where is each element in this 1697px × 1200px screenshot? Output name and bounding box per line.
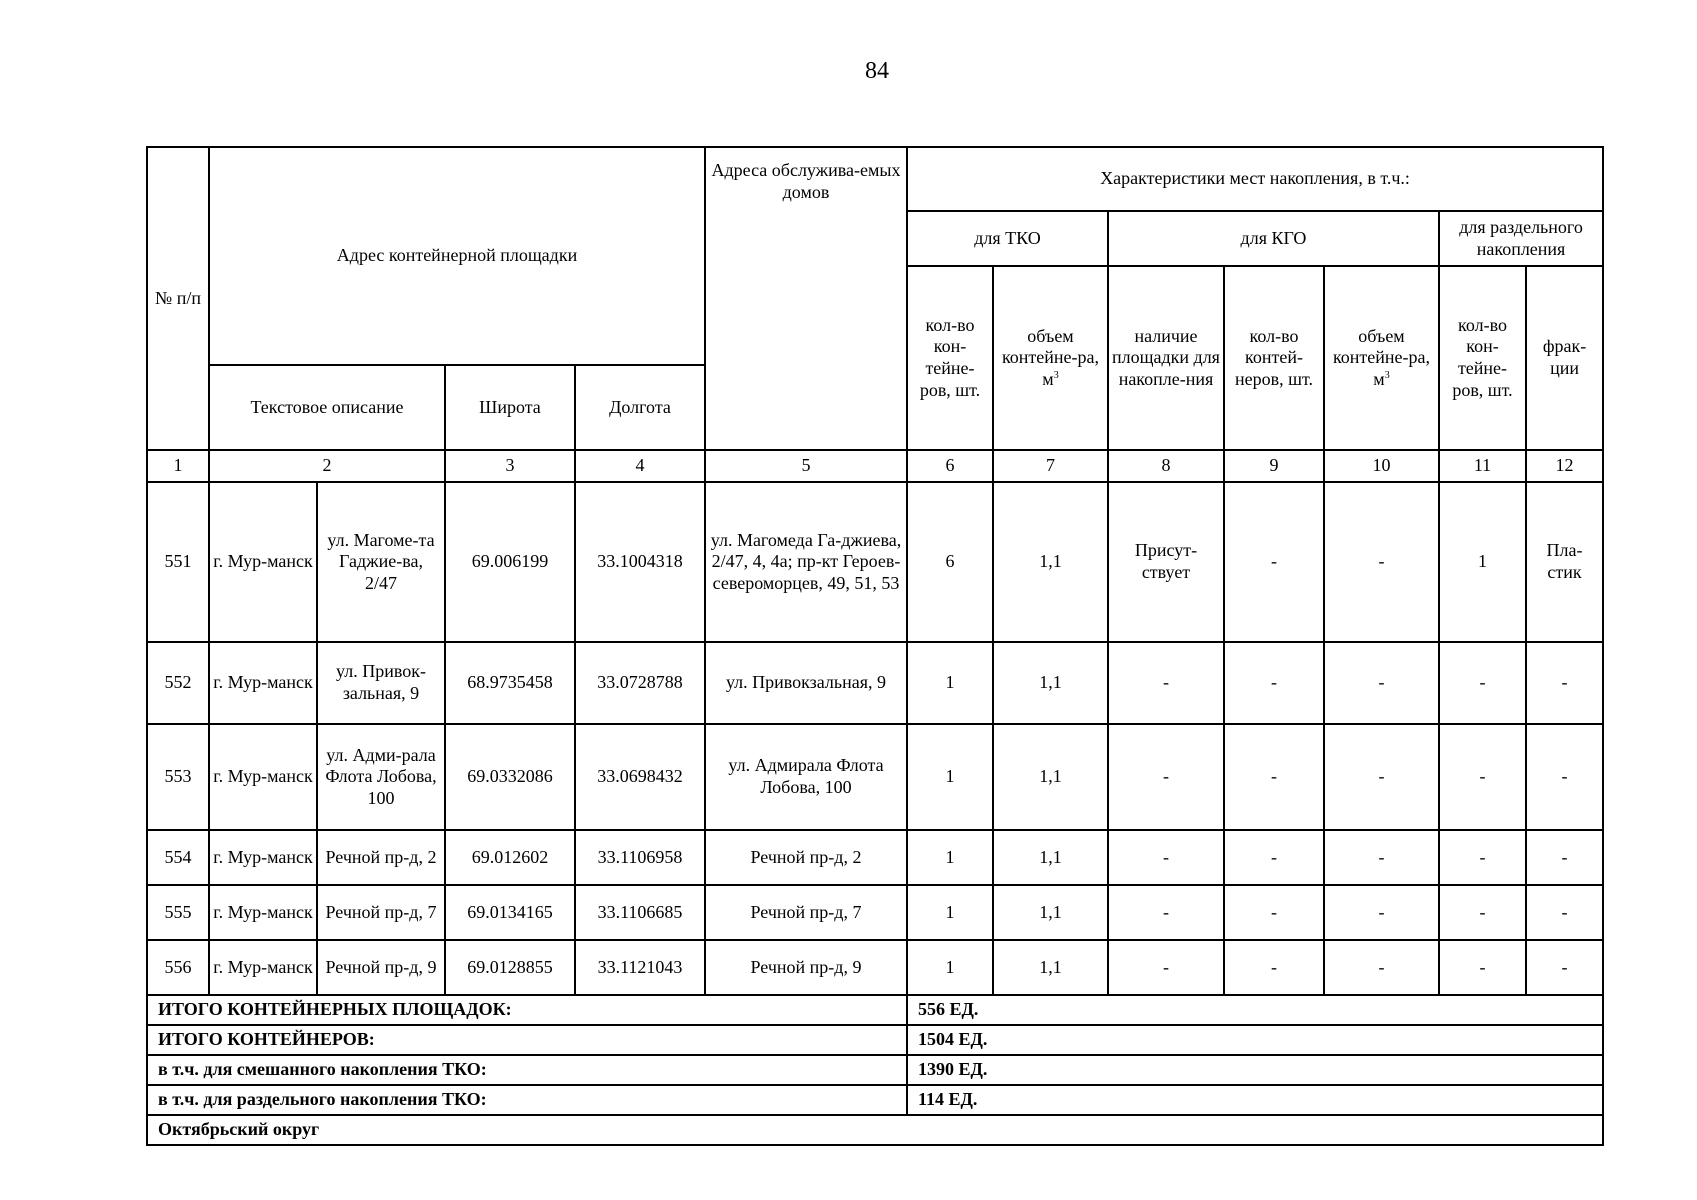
total-value: 1390 ЕД.: [907, 1055, 1603, 1085]
row-sep-count: -: [1439, 830, 1526, 885]
table-row: [147, 642, 1603, 724]
row-street: ул. Магоме-та Гаджие-ва, 2/47: [317, 482, 445, 642]
row-kgo-volume: -: [1324, 642, 1439, 724]
row-sep-fraction: -: [1526, 642, 1603, 724]
row-lat: 69.012602: [445, 830, 575, 885]
total-label: ИТОГО КОНТЕЙНЕРОВ:: [147, 1025, 907, 1055]
row-street: Речной пр-д, 9: [317, 940, 445, 995]
row-street: ул. Адми-рала Флота Лобова, 100: [317, 724, 445, 830]
row-houses: Речной пр-д, 7: [705, 885, 907, 940]
superscript-3: 3: [1384, 369, 1390, 381]
row-kgo-count: -: [1224, 885, 1324, 940]
row-street: ул. Привок-зальная, 9: [317, 642, 445, 724]
row-kgo-site: Присут-ствует: [1108, 482, 1224, 642]
header-col-num: № п/п: [147, 147, 209, 450]
header-kgo-volume: [1324, 266, 1439, 450]
totals-row: [147, 1055, 1603, 1085]
row-kgo-site: -: [1108, 940, 1224, 995]
row-kgo-volume: -: [1324, 885, 1439, 940]
row-sep-count: 1: [1439, 482, 1526, 642]
row-sep-count: -: [1439, 724, 1526, 830]
row-street: Речной пр-д, 7: [317, 885, 445, 940]
row-sep-fraction: Пла-стик: [1526, 482, 1603, 642]
row-kgo-count: -: [1224, 642, 1324, 724]
district-heading: Октябрьский округ: [147, 1115, 1603, 1145]
row-kgo-count: -: [1224, 482, 1324, 642]
row-lon: 33.1004318: [575, 482, 705, 642]
row-houses: ул. Адмирала Флота Лобова, 100: [705, 724, 907, 830]
row-city: г. Мур-манск: [209, 482, 317, 642]
row-lat: 69.006199: [445, 482, 575, 642]
totals-row: [147, 995, 1603, 1025]
total-value: 114 ЕД.: [907, 1085, 1603, 1115]
row-city: г. Мур-манск: [209, 724, 317, 830]
row-kgo-count: -: [1224, 940, 1324, 995]
column-number: 6: [907, 450, 993, 482]
row-houses: ул. Привокзальная, 9: [705, 642, 907, 724]
row-tko-count: 1: [907, 642, 993, 724]
row-tko-volume: 1,1: [993, 724, 1108, 830]
row-city: г. Мур-манск: [209, 940, 317, 995]
row-kgo-site: -: [1108, 885, 1224, 940]
header-separate: для раздельного накопления: [1439, 211, 1603, 266]
column-number: 7: [993, 450, 1108, 482]
row-sep-count: -: [1439, 885, 1526, 940]
row-sep-count: -: [1439, 642, 1526, 724]
container-sites-table: [146, 146, 1604, 1146]
row-kgo-volume: -: [1324, 830, 1439, 885]
total-value: 556 ЕД.: [907, 995, 1603, 1025]
row-kgo-count: -: [1224, 830, 1324, 885]
row-tko-volume: 1,1: [993, 482, 1108, 642]
row-city: г. Мур-манск: [209, 642, 317, 724]
column-number: 11: [1439, 450, 1526, 482]
totals-row: [147, 1085, 1603, 1115]
row-houses: Речной пр-д, 2: [705, 830, 907, 885]
column-number: 3: [445, 450, 575, 482]
table-row: [147, 885, 1603, 940]
district-row: [147, 1115, 1603, 1145]
row-number: 554: [147, 830, 209, 885]
column-number: 10: [1324, 450, 1439, 482]
row-tko-count: 1: [907, 885, 993, 940]
row-number: 551: [147, 482, 209, 642]
row-number: 552: [147, 642, 209, 724]
row-lat: 69.0134165: [445, 885, 575, 940]
row-number: 555: [147, 885, 209, 940]
row-kgo-site: -: [1108, 642, 1224, 724]
column-number: 12: [1526, 450, 1603, 482]
header-kgo: для КГО: [1108, 211, 1439, 266]
row-number: 553: [147, 724, 209, 830]
row-lon: 33.1106685: [575, 885, 705, 940]
total-label: в т.ч. для раздельного накопления ТКО:: [147, 1085, 907, 1115]
row-street: Речной пр-д, 2: [317, 830, 445, 885]
page-number: 84: [865, 58, 889, 84]
header-kgo-site: наличие площадки для накопле-ния: [1108, 266, 1224, 450]
header-characteristics: Характеристики мест накопления, в т.ч.:: [907, 147, 1603, 211]
header-tko-count: кол-во кон-тейне-ров, шт.: [907, 266, 993, 450]
column-number: 4: [575, 450, 705, 482]
row-sep-fraction: -: [1526, 830, 1603, 885]
row-tko-count: 1: [907, 940, 993, 995]
header-address: Адрес контейнерной площадки: [209, 147, 705, 365]
row-kgo-site: -: [1108, 830, 1224, 885]
row-lon: 33.0728788: [575, 642, 705, 724]
header-kgo-volume-text: объем контейне-ра, м: [1332, 325, 1431, 389]
row-sep-fraction: -: [1526, 885, 1603, 940]
table-row: [147, 724, 1603, 830]
row-lat: 69.0128855: [445, 940, 575, 995]
header-lat: Широта: [445, 365, 575, 450]
row-city: г. Мур-манск: [209, 830, 317, 885]
row-sep-count: -: [1439, 940, 1526, 995]
row-number: 556: [147, 940, 209, 995]
column-number: 8: [1108, 450, 1224, 482]
header-row-1: [147, 147, 1603, 211]
row-houses: Речной пр-д, 9: [705, 940, 907, 995]
row-tko-volume: 1,1: [993, 940, 1108, 995]
row-tko-count: 6: [907, 482, 993, 642]
table-row: [147, 482, 1603, 642]
header-houses: Адреса обслужива-емых домов: [705, 147, 907, 450]
row-sep-fraction: -: [1526, 940, 1603, 995]
header-kgo-count: кол-во контей-неров, шт.: [1224, 266, 1324, 450]
row-city: г. Мур-манск: [209, 885, 317, 940]
column-number: 5: [705, 450, 907, 482]
header-tko-volume: [993, 266, 1108, 450]
table-row: [147, 940, 1603, 995]
row-lon: 33.1106958: [575, 830, 705, 885]
column-number: 9: [1224, 450, 1324, 482]
row-kgo-count: -: [1224, 724, 1324, 830]
total-label: ИТОГО КОНТЕЙНЕРНЫХ ПЛОЩАДОК:: [147, 995, 907, 1025]
header-tko: для ТКО: [907, 211, 1108, 266]
row-tko-volume: 1,1: [993, 830, 1108, 885]
row-sep-fraction: -: [1526, 724, 1603, 830]
row-houses: ул. Магомеда Га-джиева, 2/47, 4, 4а; пр-кт Героев-североморцев, 49, 51, 53: [705, 482, 907, 642]
row-tko-volume: 1,1: [993, 885, 1108, 940]
totals-row: [147, 1025, 1603, 1055]
row-tko-count: 1: [907, 830, 993, 885]
row-kgo-volume: -: [1324, 482, 1439, 642]
column-number: 2: [209, 450, 445, 482]
row-kgo-volume: -: [1324, 724, 1439, 830]
row-tko-count: 1: [907, 724, 993, 830]
total-value: 1504 ЕД.: [907, 1025, 1603, 1055]
header-tko-volume-text: объем контейне-ра, м: [1001, 325, 1100, 389]
total-label: в т.ч. для смешанного накопления ТКО:: [147, 1055, 907, 1085]
header-sep-count: кол-во кон-тейне-ров, шт.: [1439, 266, 1526, 450]
header-sep-fraction: фрак-ции: [1526, 266, 1603, 450]
row-lon: 33.0698432: [575, 724, 705, 830]
row-kgo-site: -: [1108, 724, 1224, 830]
row-lon: 33.1121043: [575, 940, 705, 995]
column-number: 1: [147, 450, 209, 482]
header-text-desc: Текстовое описание: [209, 365, 445, 450]
row-lat: 68.9735458: [445, 642, 575, 724]
row-tko-volume: 1,1: [993, 642, 1108, 724]
column-number-row: [147, 450, 1603, 482]
header-lon: Долгота: [575, 365, 705, 450]
row-lat: 69.0332086: [445, 724, 575, 830]
table-row: [147, 830, 1603, 885]
row-kgo-volume: -: [1324, 940, 1439, 995]
superscript-3: 3: [1053, 369, 1059, 381]
